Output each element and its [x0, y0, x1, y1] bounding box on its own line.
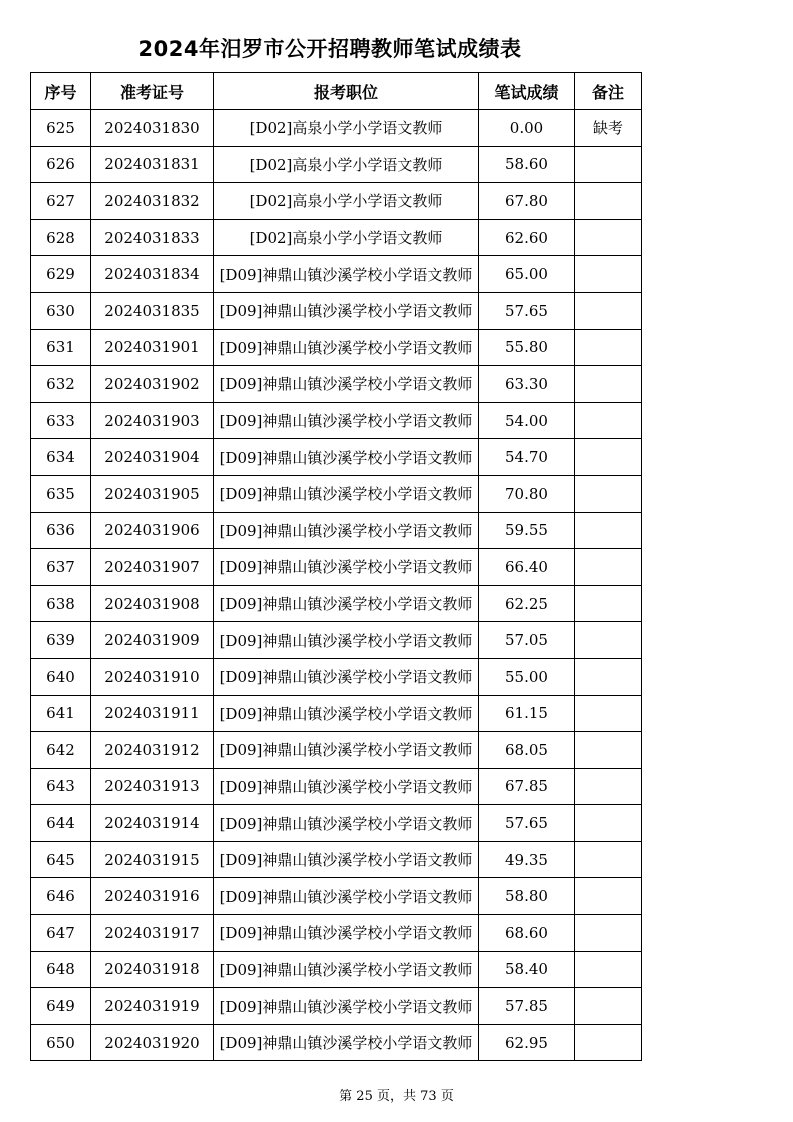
- cell-seq: 639: [31, 622, 91, 659]
- cell-note: [575, 329, 642, 366]
- cell-note: [575, 219, 642, 256]
- cell-position: [D09]神鼎山镇沙溪学校小学语文教师: [214, 256, 479, 293]
- cell-note: [575, 292, 642, 329]
- cell-score: 68.60: [479, 915, 575, 952]
- cell-seq: 641: [31, 695, 91, 732]
- cell-ticket: 2024031915: [91, 841, 214, 878]
- cell-position: [D09]神鼎山镇沙溪学校小学语文教师: [214, 329, 479, 366]
- cell-position: [D09]神鼎山镇沙溪学校小学语文教师: [214, 805, 479, 842]
- table-row: [31, 439, 642, 476]
- cell-position: [D09]神鼎山镇沙溪学校小学语文教师: [214, 841, 479, 878]
- cell-seq: 630: [31, 292, 91, 329]
- cell-score: 54.70: [479, 439, 575, 476]
- cell-seq: 643: [31, 768, 91, 805]
- cell-score: 58.40: [479, 951, 575, 988]
- table-row: [31, 585, 642, 622]
- cell-position: [D09]神鼎山镇沙溪学校小学语文教师: [214, 1024, 479, 1061]
- page-title: 2024年汨罗市公开招聘教师笔试成绩表: [138, 37, 522, 61]
- cell-score: 63.30: [479, 366, 575, 403]
- cell-note: [575, 915, 642, 952]
- table-row: [31, 695, 642, 732]
- table-row: [31, 622, 642, 659]
- cell-seq: 627: [31, 183, 91, 220]
- header-position: 报考职位: [214, 73, 479, 110]
- cell-position: [D02]高泉小学小学语文教师: [214, 183, 479, 220]
- header-seq: 序号: [31, 73, 91, 110]
- cell-score: 66.40: [479, 549, 575, 586]
- cell-score: 57.65: [479, 292, 575, 329]
- cell-ticket: 2024031911: [91, 695, 214, 732]
- cell-note: [575, 841, 642, 878]
- cell-ticket: 2024031914: [91, 805, 214, 842]
- cell-score: 58.60: [479, 146, 575, 183]
- cell-position: [D09]神鼎山镇沙溪学校小学语文教师: [214, 732, 479, 769]
- cell-score: 62.25: [479, 585, 575, 622]
- cell-seq: 636: [31, 512, 91, 549]
- cell-score: 70.80: [479, 475, 575, 512]
- cell-seq: 625: [31, 110, 91, 147]
- cell-ticket: 2024031901: [91, 329, 214, 366]
- cell-position: [D09]神鼎山镇沙溪学校小学语文教师: [214, 695, 479, 732]
- table-row: [31, 512, 642, 549]
- table-row: [31, 988, 642, 1025]
- cell-score: 57.65: [479, 805, 575, 842]
- cell-score: 65.00: [479, 256, 575, 293]
- cell-score: 67.80: [479, 183, 575, 220]
- cell-score: 62.60: [479, 219, 575, 256]
- cell-ticket: 2024031919: [91, 988, 214, 1025]
- cell-note: [575, 988, 642, 1025]
- footer-middle: 页，共: [376, 1089, 416, 1104]
- cell-score: 68.05: [479, 732, 575, 769]
- cell-position: [D09]神鼎山镇沙溪学校小学语文教师: [214, 585, 479, 622]
- cell-position: [D09]神鼎山镇沙溪学校小学语文教师: [214, 366, 479, 403]
- cell-ticket: 2024031905: [91, 475, 214, 512]
- cell-ticket: 2024031830: [91, 110, 214, 147]
- cell-seq: 648: [31, 951, 91, 988]
- table-row: [31, 183, 642, 220]
- cell-note: [575, 439, 642, 476]
- cell-note: [575, 695, 642, 732]
- cell-ticket: 2024031833: [91, 219, 214, 256]
- cell-note: [575, 256, 642, 293]
- cell-ticket: 2024031918: [91, 951, 214, 988]
- cell-ticket: 2024031916: [91, 878, 214, 915]
- cell-score: 61.15: [479, 695, 575, 732]
- cell-seq: 632: [31, 366, 91, 403]
- cell-seq: 642: [31, 732, 91, 769]
- cell-ticket: 2024031917: [91, 915, 214, 952]
- table-row: [31, 878, 642, 915]
- cell-note: [575, 951, 642, 988]
- cell-seq: 628: [31, 219, 91, 256]
- header-ticket: 准考证号: [91, 73, 214, 110]
- cell-ticket: 2024031909: [91, 622, 214, 659]
- cell-score: 55.80: [479, 329, 575, 366]
- cell-score: 49.35: [479, 841, 575, 878]
- cell-position: [D09]神鼎山镇沙溪学校小学语文教师: [214, 768, 479, 805]
- cell-score: 54.00: [479, 402, 575, 439]
- table-row: [31, 549, 642, 586]
- cell-note: 缺考: [575, 110, 642, 147]
- page-footer: [0, 1085, 793, 1104]
- cell-ticket: 2024031831: [91, 146, 214, 183]
- cell-note: [575, 878, 642, 915]
- cell-ticket: 2024031902: [91, 366, 214, 403]
- cell-note: [575, 549, 642, 586]
- cell-note: [575, 1024, 642, 1061]
- table-row: [31, 732, 642, 769]
- cell-note: [575, 183, 642, 220]
- cell-position: [D09]神鼎山镇沙溪学校小学语文教师: [214, 988, 479, 1025]
- table-row: [31, 915, 642, 952]
- cell-position: [D09]神鼎山镇沙溪学校小学语文教师: [214, 915, 479, 952]
- cell-note: [575, 768, 642, 805]
- table-header: [31, 73, 642, 110]
- cell-ticket: 2024031907: [91, 549, 214, 586]
- scores-table: [30, 72, 642, 1061]
- table-row: [31, 658, 642, 695]
- cell-ticket: 2024031834: [91, 256, 214, 293]
- cell-ticket: 2024031910: [91, 658, 214, 695]
- cell-position: [D09]神鼎山镇沙溪学校小学语文教师: [214, 549, 479, 586]
- cell-seq: 634: [31, 439, 91, 476]
- table-row: [31, 475, 642, 512]
- table-row: [31, 256, 642, 293]
- cell-note: [575, 512, 642, 549]
- header-note: 备注: [575, 73, 642, 110]
- cell-ticket: 2024031908: [91, 585, 214, 622]
- cell-position: [D09]神鼎山镇沙溪学校小学语文教师: [214, 658, 479, 695]
- cell-seq: 637: [31, 549, 91, 586]
- cell-seq: 626: [31, 146, 91, 183]
- cell-ticket: 2024031903: [91, 402, 214, 439]
- footer-prefix: 第: [339, 1089, 353, 1104]
- table-row: [31, 951, 642, 988]
- cell-position: [D09]神鼎山镇沙溪学校小学语文教师: [214, 292, 479, 329]
- header-row: [31, 73, 642, 110]
- table-row: [31, 292, 642, 329]
- footer-suffix: 页: [440, 1089, 454, 1104]
- table-body: [31, 110, 642, 1061]
- cell-note: [575, 658, 642, 695]
- cell-seq: 650: [31, 1024, 91, 1061]
- cell-position: [D09]神鼎山镇沙溪学校小学语文教师: [214, 402, 479, 439]
- cell-ticket: 2024031912: [91, 732, 214, 769]
- table-row: [31, 402, 642, 439]
- cell-position: [D02]高泉小学小学语文教师: [214, 219, 479, 256]
- table-row: [31, 805, 642, 842]
- cell-ticket: 2024031904: [91, 439, 214, 476]
- cell-seq: 631: [31, 329, 91, 366]
- cell-ticket: 2024031906: [91, 512, 214, 549]
- cell-position: [D09]神鼎山镇沙溪学校小学语文教师: [214, 878, 479, 915]
- footer-total-pages: 73: [420, 1089, 437, 1104]
- table-row: [31, 329, 642, 366]
- cell-seq: 635: [31, 475, 91, 512]
- cell-note: [575, 622, 642, 659]
- cell-ticket: 2024031832: [91, 183, 214, 220]
- cell-position: [D09]神鼎山镇沙溪学校小学语文教师: [214, 951, 479, 988]
- cell-score: 62.95: [479, 1024, 575, 1061]
- cell-position: [D09]神鼎山镇沙溪学校小学语文教师: [214, 475, 479, 512]
- table-row: [31, 1024, 642, 1061]
- cell-note: [575, 475, 642, 512]
- cell-note: [575, 805, 642, 842]
- table-row: [31, 768, 642, 805]
- cell-note: [575, 732, 642, 769]
- cell-score: 58.80: [479, 878, 575, 915]
- cell-position: [D09]神鼎山镇沙溪学校小学语文教师: [214, 439, 479, 476]
- cell-seq: 629: [31, 256, 91, 293]
- cell-score: 67.85: [479, 768, 575, 805]
- cell-seq: 644: [31, 805, 91, 842]
- footer-current-page: 25: [356, 1089, 373, 1104]
- cell-seq: 633: [31, 402, 91, 439]
- cell-note: [575, 402, 642, 439]
- cell-position: [D02]高泉小学小学语文教师: [214, 110, 479, 147]
- cell-score: 55.00: [479, 658, 575, 695]
- table-row: [31, 366, 642, 403]
- cell-seq: 647: [31, 915, 91, 952]
- header-score: 笔试成绩: [479, 73, 575, 110]
- cell-score: 59.55: [479, 512, 575, 549]
- cell-score: 57.05: [479, 622, 575, 659]
- cell-seq: 646: [31, 878, 91, 915]
- cell-score: 57.85: [479, 988, 575, 1025]
- cell-score: 0.00: [479, 110, 575, 147]
- cell-note: [575, 146, 642, 183]
- table-row: [31, 841, 642, 878]
- cell-ticket: 2024031920: [91, 1024, 214, 1061]
- cell-note: [575, 366, 642, 403]
- cell-position: [D02]高泉小学小学语文教师: [214, 146, 479, 183]
- table-row: [31, 219, 642, 256]
- cell-ticket: 2024031835: [91, 292, 214, 329]
- cell-seq: 638: [31, 585, 91, 622]
- cell-ticket: 2024031913: [91, 768, 214, 805]
- cell-position: [D09]神鼎山镇沙溪学校小学语文教师: [214, 512, 479, 549]
- table-row: [31, 110, 642, 147]
- table-row: [31, 146, 642, 183]
- cell-seq: 649: [31, 988, 91, 1025]
- cell-seq: 645: [31, 841, 91, 878]
- cell-seq: 640: [31, 658, 91, 695]
- cell-note: [575, 585, 642, 622]
- cell-position: [D09]神鼎山镇沙溪学校小学语文教师: [214, 622, 479, 659]
